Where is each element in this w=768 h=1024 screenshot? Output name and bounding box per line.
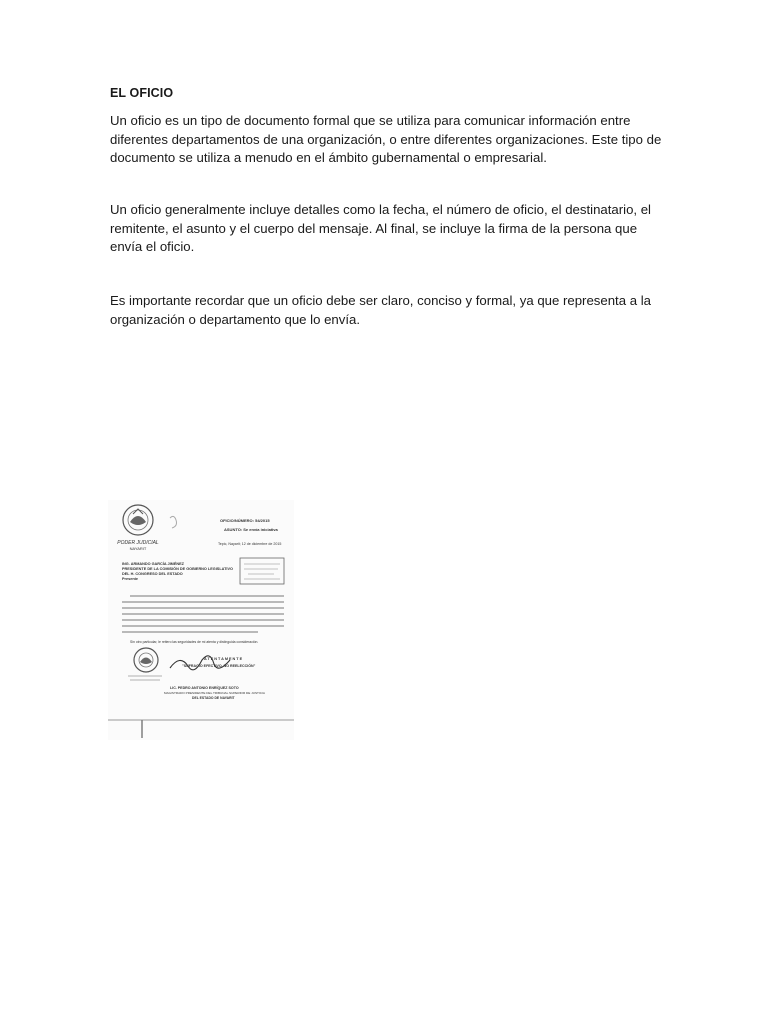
signer-title: MAGISTRADO PRESIDENTE DEL TRIBUNAL SUPERIOR DE JUSTICIA: [164, 691, 265, 695]
recipient-present: Presente: [122, 577, 139, 581]
oficio-scan-image: [108, 500, 294, 740]
motto-label: "SUFRAGIO EFECTIVO. NO REELECCIÓN": [182, 664, 256, 668]
bottom-seal-icon: [134, 648, 158, 672]
atentamente-label: ATENTAMENTE: [204, 657, 244, 661]
recipient-name: ING. ARMANDO GARCÍA JIMÉNEZ: [122, 562, 184, 566]
document-heading: EL OFICIO: [110, 86, 174, 100]
signer-title-2: DEL ESTADO DE NAYARIT: [192, 696, 235, 700]
paragraph-definition: Un oficio es un tipo de documento formal que se utiliza para comunicar información entre diferentes departamentos de una organización, o entre diferentes organizaciones. Este tipo de documento se utiliza a menudo en el ámbito gubernamental o empresarial.: [110, 113, 662, 165]
coat-of-arms-seal-icon: [123, 505, 153, 535]
oficio-body-text: [122, 596, 284, 632]
recipient-title-2: DEL H. CONGRESO DEL ESTADO: [122, 572, 183, 576]
oficio-number: OFICIO/NÚMERO: 54/2015: [220, 518, 270, 523]
paragraph-contents: Un oficio generalmente incluye detalles como la fecha, el número de oficio, el destinatario, el remitente, el asunto y el cuerpo del mensaje. Al final, se incluye la firma de la persona que envía el oficio.: [110, 202, 651, 254]
paragraph-importance: Es importante recordar que un oficio debe ser claro, conciso y formal, ya que representa a la organización o departamento que lo envía.: [110, 293, 651, 327]
signer-name: LIC. PEDRO ANTONIO ENRÍQUEZ SOTO: [170, 686, 239, 690]
oficio-scan-drawing: [108, 500, 294, 740]
oficio-closing: Sin otro particular, le reitero las seguridades de mi atenta y distinguida consideración.: [130, 640, 259, 644]
seal-caption: PODER JUDICIAL: [117, 540, 159, 546]
seal-caption-2: NAYARIT: [129, 546, 147, 551]
oficio-date: Tepic, Nayarit; 12 de diciembre de 2015: [218, 542, 282, 546]
received-stamp: [240, 558, 284, 584]
oficio-asunto: ASUNTO: Se envía iniciativa: [224, 527, 278, 532]
recipient-title: PRESIDENTE DE LA COMISIÓN DE GOBIERNO LEGISLATIVO: [122, 567, 233, 571]
